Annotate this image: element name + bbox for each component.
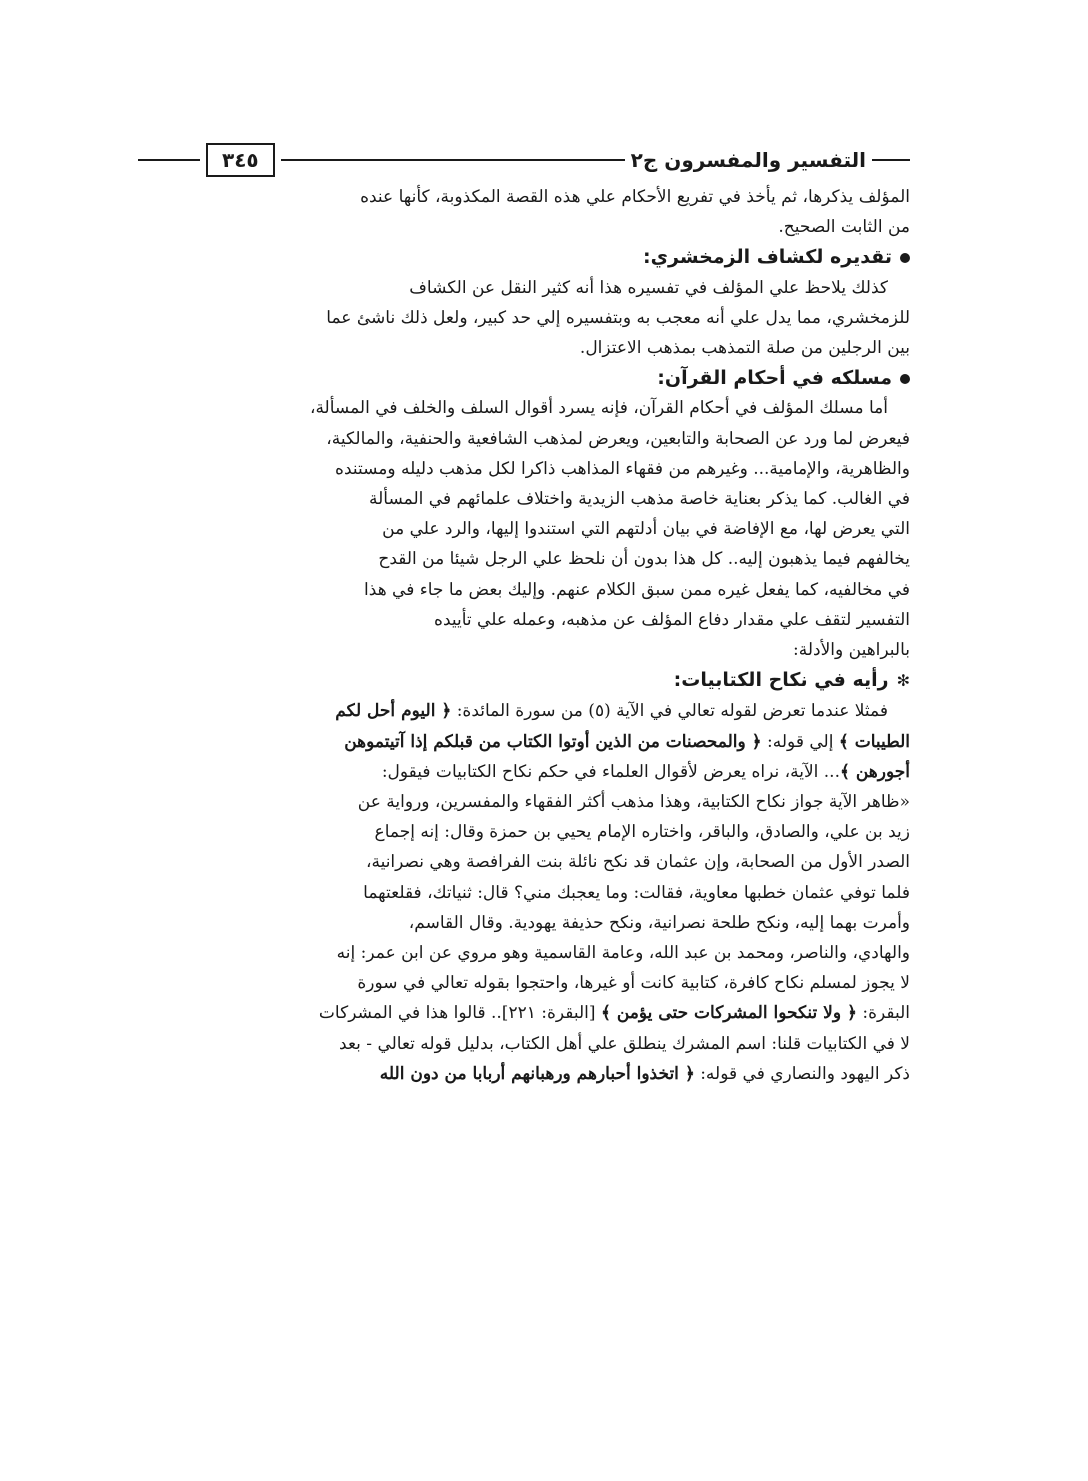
text-line: بالبراهين والأدلة:: [793, 640, 910, 661]
text-segment: إلي قوله:: [761, 731, 839, 752]
text-line: والظاهرية، والإمامية... وغيرهم من فقهاء المذاهب ذاكرا لكل مذهب دليله ومستنده: [335, 458, 910, 479]
quran-verse: الطيبات ﴾: [838, 731, 910, 752]
text-line: التي يعرض لها، مع الإفاضة في بيان أدلتهم التي استندوا إليها، والرد علي من: [382, 519, 910, 540]
text-line: [138, 727, 910, 757]
text-segment: [البقرة: ٢٢١].. قالوا هذا في المشركات: [318, 1003, 601, 1024]
section-heading: [138, 363, 910, 393]
text-line: لا يجوز لمسلم نكاح كافرة، كتابية كانت أو غيرها، واحتجوا بقوله تعالي في سورة: [357, 973, 910, 994]
header-rule: [872, 159, 910, 161]
text-line: الصدر الأول من الصحابة، وإن عثمان قد نكح نائلة بنت الفرافصة وهي نصرانية،: [365, 852, 910, 873]
text-line: المؤلف يذكرها، ثم يأخذ في تفريع الأحكام علي هذه القصة المكذوبة، كأنها عنده: [360, 187, 910, 207]
text-line: التفسير لتقف علي مقدار دفاع المؤلف عن مذهبه، وعمله علي تأييده: [434, 609, 910, 630]
text-segment: ذكر اليهود والنصاري في قوله:: [694, 1063, 910, 1084]
bullet-icon: [900, 253, 910, 263]
quran-verse: أجورهن ﴾: [839, 761, 910, 782]
page-body: [138, 182, 910, 1089]
text-line: زيد بن علي، والصادق، والباقر، واختاره الإمام يحيي بن حمزة وقال: إنه إجماع: [374, 822, 910, 843]
text-line: للزمخشري، مما يدل علي أنه معجب به وبتفسيره إلي حد كبير، ولعل ذلك ناشئ عما: [326, 307, 910, 328]
page-number: ٣٤٥: [206, 143, 275, 177]
text-line: [138, 696, 910, 726]
section-heading-text: مسلكه في أحكام القرآن:: [657, 367, 892, 390]
text-segment: فمثلا عندما تعرض لقوله تعالي في الآية (٥) من سورة المائدة:: [451, 701, 888, 722]
section-heading-text: تقديره لكشاف الزمخشري:: [643, 246, 892, 269]
text-line: «ظاهر الآية جواز نكاح الكتابية، وهذا مذهب أكثر الفقهاء والمفسرين، ورواية عن: [357, 792, 910, 813]
running-title: التفسير والمفسرون ج٢: [630, 148, 866, 172]
quran-verse: ﴿ والمحصنات من الذين أوتوا الكتاب من قبلكم إذا آتيتموهن: [344, 731, 762, 752]
text-line: كذلك يلاحظ علي المؤلف في تفسيره هذا أنه كثير النقل عن الكشاف: [409, 277, 888, 298]
subsection-heading-text: رأيه في نكاح الكتابيات:: [673, 669, 889, 692]
text-line: من الثابت الصحيح.: [778, 217, 910, 238]
text-line: في الغالب. كما يذكر بعناية خاصة مذهب الزيدية واختلاف علمائهم في المسألة: [369, 489, 910, 510]
text-line: [138, 757, 910, 787]
subsection-heading: [138, 665, 910, 696]
text-line: وأمرت بهما إليه، ونكح طلحة نصرانية، ونكح حذيفة يهودية. وقال القاسم،: [408, 912, 910, 933]
text-line: فلما توفي عثمان خطبها معاوية، فقالت: وما يعجبك مني؟ قال: ثنياتك، فقلعتهما: [363, 882, 910, 903]
asterisk-icon: ✻: [896, 671, 910, 691]
quran-verse: ﴿ اتخذوا أحبارهم ورهبانهم أربابا من دون الله: [379, 1063, 695, 1084]
text-line: والهادي، والناصر، ومحمد بن عبد الله، وعامة القاسمية وهو مروي عن ابن عمر: إنه: [336, 943, 910, 964]
text-line: [138, 998, 910, 1028]
text-line: أما مسلك المؤلف في أحكام القرآن، فإنه يسرد أقوال السلف والخلف في المسألة،: [309, 398, 888, 419]
text-line: لا في الكتابيات قلنا: اسم المشرك ينطلق علي أهل الكتاب، بدليل قوله تعالي - بعد: [339, 1033, 910, 1054]
text-line: يخالفهم فيما يذهبون إليه.. كل هذا بدون أن نلحظ علي الرجل شيئا من القدح: [378, 549, 910, 570]
text-line: [138, 1059, 910, 1089]
header-rule: [138, 159, 200, 161]
header-rule: [281, 159, 625, 161]
page-header: [138, 142, 910, 178]
quran-verse: ﴿ ولا تنكحوا المشركات حتى يؤمن ﴾: [600, 1003, 857, 1024]
text-segment: البقرة:: [856, 1003, 910, 1024]
text-line: في مخالفيه، كما يفعل غيره ممن سبق الكلام عنهم. وإليك بعض ما جاء في هذا: [364, 579, 910, 600]
quran-verse: ﴿ اليوم أحل لكم: [335, 701, 452, 722]
text-line: فيعرض لما ورد عن الصحابة والتابعين، ويعرض لمذهب الشافعية والحنفية، والمالكية،: [326, 428, 910, 449]
section-heading: [138, 242, 910, 272]
text-line: بين الرجلين من صلة التمذهب بمذهب الاعتزال.: [579, 338, 910, 359]
bullet-icon: [900, 374, 910, 384]
text-segment: ... الآية، نراه يعرض لأقوال العلماء في حكم نكاح الكتابيات فيقول:: [381, 761, 840, 782]
